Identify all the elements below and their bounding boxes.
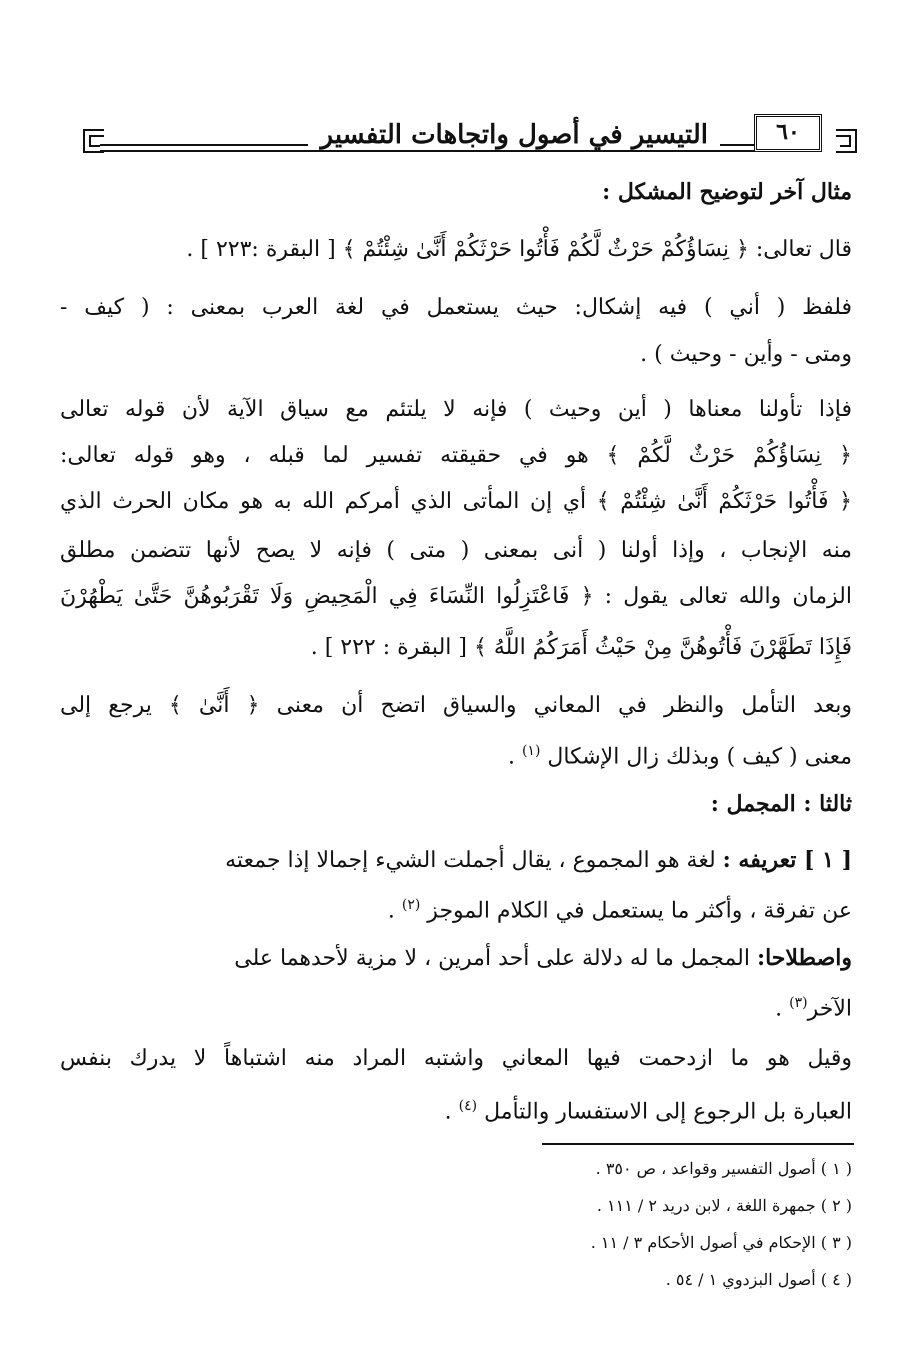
definition-label: واصطلاحا: xyxy=(756,945,852,971)
footnote: ( ٣ ) الإحكام في أصول الأحكام ٣ / ١١ . xyxy=(590,1233,852,1252)
body-line xyxy=(60,842,852,879)
body-line: فلفظ ( أني ) فيه إشكال: حيث يستعمل في لغة العرب بمعنى : ( كيف - xyxy=(60,295,852,320)
body-line: وقيل هو ما ازدحمت فيها المعاني واشتبه المراد منه اشتباهاً لا يدرك بنفس xyxy=(60,1046,852,1071)
footnote-divider xyxy=(542,1143,854,1145)
body-text: العبارة بل الرجوع إلى الاستفسار والتأمل xyxy=(477,1099,852,1125)
page-number: ٦٠ xyxy=(754,114,822,152)
body-line xyxy=(60,940,852,977)
body-text: لغة هو المجموع ، يقال أجملت الشيء إجمالا إذا جمعته xyxy=(225,848,723,873)
footnote-ref: (٢) xyxy=(401,897,421,913)
body-line: ومتى - وأين - وحيث ) . xyxy=(640,342,852,367)
footnote-ref: (٤) xyxy=(458,1098,478,1114)
body-line xyxy=(60,733,852,775)
body-line: منه الإنجاب ، وإذا أولنا ( أنى بمعنى ( متى ) فإنه لا يصح لأنها تتضمن مطلق xyxy=(60,538,852,563)
header-ornament-right-icon xyxy=(834,126,860,156)
body-line: ﴿ نِسَاؤُكُمْ حَرْثٌ لَّكُمْ ﴾ هو في حقيقته تفسير لما قبله ، وهو قوله تعالى: xyxy=(60,443,853,468)
period: . xyxy=(444,1099,459,1125)
body-line: ﴿ فَأْتُوا حَرْثَكُمْ أَنَّىٰ شِئْتُمْ ﴾ أي إن المأتى الذي أمركم الله به هو مكان الحرث الذي xyxy=(60,489,852,514)
body-line: قال تعالى: ﴿ نِسَاؤُكُمْ حَرْثٌ لَّكُمْ فَأْتُوا حَرْثَكُمْ أَنَّىٰ شِئْتُمْ ﴾ [ البقرة :٢٢٣ ] . xyxy=(186,237,852,262)
body-text: معنى ( كيف ) وبذلك زال الإشكال xyxy=(540,744,852,770)
period: . xyxy=(387,898,402,924)
definition-label: [ ١ ] تعريفه : xyxy=(722,847,852,873)
body-text: الآخر xyxy=(807,996,852,1022)
footnote-ref: (٣) xyxy=(789,995,808,1011)
body-line xyxy=(60,1088,852,1130)
body-line xyxy=(60,887,852,929)
footnote: ( ٢ ) جمهرة اللغة ، لابن دريد ٢ / ١١١ . xyxy=(596,1196,852,1215)
header-rule xyxy=(100,150,810,152)
section-heading: مثال آخر لتوضيح المشكل : xyxy=(602,179,852,205)
body-line: وبعد التأمل والنظر في المعاني والسياق اتضح أن معنى ﴿ أَنَّىٰ ﴾ يرجع إلى xyxy=(60,693,852,718)
body-line: الزمان والله تعالى يقول : ﴿ فَاعْتَزِلُوا النِّسَاءَ فِي الْمَحِيضِ وَلَا تَقْرَبُوهُنَّ حَتَّىٰ يَطْهُرْنَ xyxy=(60,584,852,609)
footnote: ( ١ ) أصول التفسير وقواعد ، ص ٣٥٠ . xyxy=(595,1159,852,1178)
footnote-ref: (١) xyxy=(521,743,541,759)
body-line xyxy=(60,985,852,1027)
body-line: فَإِذَا تَطَهَّرْنَ فَأْتُوهُنَّ مِنْ حَيْثُ أَمَرَكُمُ اللَّهُ ﴾ [ البقرة : ٢٢٢ ] . xyxy=(310,635,852,660)
body-text: المجمل ما له دلالة على أحد أمرين ، لا مزية لأحدهما على xyxy=(234,946,757,971)
running-header xyxy=(80,108,860,168)
body-line: فإذا تأولنا معناها ( أين وحيث ) فإنه لا يلتئم مع سياق الآية لأن قوله تعالى xyxy=(60,397,852,422)
period: . xyxy=(507,744,522,770)
footnote: ( ٤ ) أصول البزدوي ١ / ٥٤ . xyxy=(665,1270,852,1289)
section-heading: ثالثا : المجمل : xyxy=(710,791,852,817)
body-text: عن تفرقة ، وأكثر ما يستعمل في الكلام الموجز xyxy=(420,898,852,924)
running-title: التيسير في أصول واتجاهات التفسير xyxy=(308,120,720,150)
period: . xyxy=(775,996,790,1022)
header-ornament-left-icon xyxy=(80,126,106,156)
